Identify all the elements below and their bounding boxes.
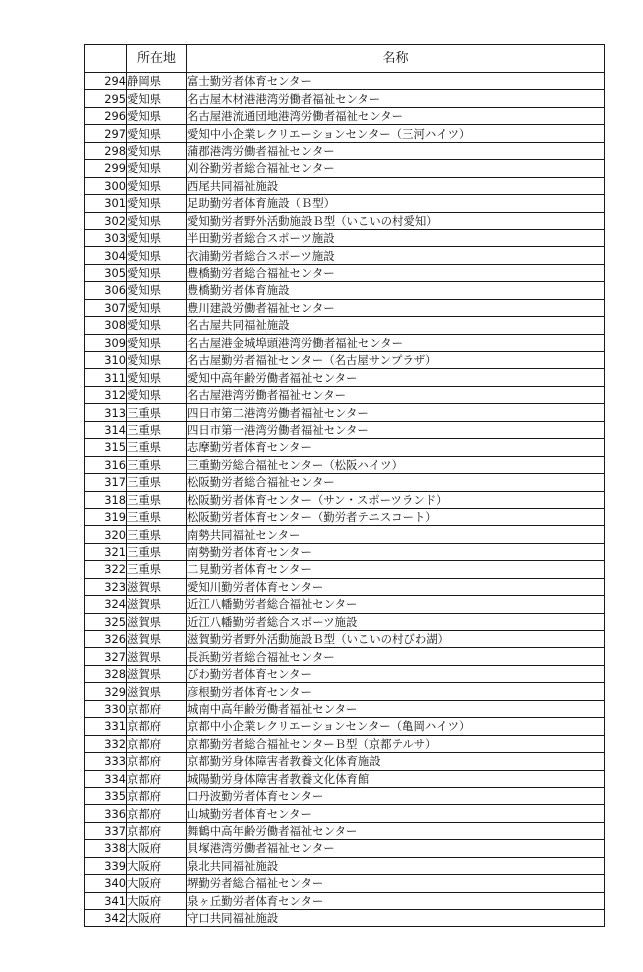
row-number: 295 <box>85 90 127 107</box>
table-row <box>85 508 605 525</box>
row-prefecture: 三重県 <box>127 543 187 560</box>
table-row <box>85 770 605 787</box>
row-prefecture: 愛知県 <box>127 264 187 281</box>
row-number: 314 <box>85 421 127 438</box>
row-facility-name: 堺勤労者総合福祉センター <box>187 875 605 892</box>
row-number: 331 <box>85 718 127 735</box>
row-prefecture: 愛知県 <box>127 125 187 142</box>
row-facility-name: 京都中小企業レクリエーションセンター（亀岡ハイツ） <box>187 718 605 735</box>
table-row <box>85 857 605 874</box>
row-facility-name: 滋賀勤労者野外活動施設Ｂ型（いこいの村びわ湖） <box>187 631 605 648</box>
row-prefecture: 愛知県 <box>127 229 187 246</box>
row-facility-name: びわ勤労者体育センター <box>187 665 605 682</box>
row-number: 329 <box>85 683 127 700</box>
row-facility-name: 四日市第二港湾労働者福祉センター <box>187 404 605 421</box>
row-facility-name: 富士勤労者体育センター <box>187 73 605 90</box>
table-row <box>85 491 605 508</box>
row-number: 328 <box>85 665 127 682</box>
row-facility-name: 四日市第一港湾労働者福祉センター <box>187 421 605 438</box>
table-row <box>85 229 605 246</box>
location-column-header: 所在地 <box>127 45 187 73</box>
row-facility-name: 長浜勤労者総合福祉センター <box>187 648 605 665</box>
row-facility-name: 愛知勤労者野外活動施設Ｂ型（いこいの村愛知） <box>187 212 605 229</box>
row-facility-name: 名古屋港金城埠頭港湾労働者福祉センター <box>187 334 605 351</box>
table-row <box>85 910 605 927</box>
row-prefecture: 静岡県 <box>127 73 187 90</box>
row-prefecture: 愛知県 <box>127 334 187 351</box>
row-facility-name: 志摩勤労者体育センター <box>187 439 605 456</box>
row-facility-name: 衣浦勤労者総合スポーツ施設 <box>187 247 605 264</box>
row-number: 302 <box>85 212 127 229</box>
table-row <box>85 805 605 822</box>
row-prefecture: 京都府 <box>127 805 187 822</box>
facility-table <box>84 44 605 927</box>
row-number: 325 <box>85 613 127 630</box>
row-prefecture: 愛知県 <box>127 212 187 229</box>
row-facility-name: 三重勤労総合福祉センター（松阪ハイツ） <box>187 456 605 473</box>
row-prefecture: 京都府 <box>127 718 187 735</box>
table-row <box>85 561 605 578</box>
row-facility-name: 名古屋港湾労働者福祉センター <box>187 386 605 403</box>
row-prefecture: 三重県 <box>127 526 187 543</box>
table-row <box>85 631 605 648</box>
row-number: 320 <box>85 526 127 543</box>
table-row <box>85 142 605 159</box>
name-column-header: 名称 <box>187 45 605 73</box>
row-number: 318 <box>85 491 127 508</box>
row-facility-name: 名古屋港流通団地港湾労働者福祉センター <box>187 107 605 124</box>
table-row <box>85 892 605 909</box>
row-number: 300 <box>85 177 127 194</box>
row-facility-name: 京都勤労身体障害者教養文化体育施設 <box>187 753 605 770</box>
row-number: 341 <box>85 892 127 909</box>
table-row <box>85 578 605 595</box>
row-facility-name: 二見勤労者体育センター <box>187 561 605 578</box>
table-row <box>85 596 605 613</box>
row-prefecture: 京都府 <box>127 822 187 839</box>
row-number: 332 <box>85 735 127 752</box>
row-number: 323 <box>85 578 127 595</box>
row-prefecture: 三重県 <box>127 474 187 491</box>
row-facility-name: 京都勤労者総合福祉センターＢ型（京都テルサ） <box>187 735 605 752</box>
row-facility-name: 名古屋勤労者福祉センター（名古屋サンプラザ） <box>187 352 605 369</box>
row-facility-name: 近江八幡勤労者総合福祉センター <box>187 596 605 613</box>
table-row <box>85 107 605 124</box>
row-number: 296 <box>85 107 127 124</box>
row-facility-name: 豊川建設労働者福祉センター <box>187 299 605 316</box>
row-number: 327 <box>85 648 127 665</box>
table-row <box>85 700 605 717</box>
row-number: 317 <box>85 474 127 491</box>
table-row <box>85 282 605 299</box>
row-facility-name: 松阪勤労者体育センター（勤労者テニスコート） <box>187 508 605 525</box>
row-number: 305 <box>85 264 127 281</box>
row-number: 330 <box>85 700 127 717</box>
row-number: 336 <box>85 805 127 822</box>
row-facility-name: 松阪勤労者総合福祉センター <box>187 474 605 491</box>
row-number: 335 <box>85 787 127 804</box>
table-row <box>85 421 605 438</box>
row-facility-name: 西尾共同福祉施設 <box>187 177 605 194</box>
row-prefecture: 大阪府 <box>127 892 187 909</box>
table-row <box>85 90 605 107</box>
row-prefecture: 三重県 <box>127 508 187 525</box>
table-row <box>85 404 605 421</box>
table-row <box>85 613 605 630</box>
row-number: 342 <box>85 910 127 927</box>
row-facility-name: 豊橋勤労者総合福祉センター <box>187 264 605 281</box>
row-prefecture: 愛知県 <box>127 386 187 403</box>
row-prefecture: 愛知県 <box>127 282 187 299</box>
number-column-header <box>85 45 127 73</box>
row-number: 312 <box>85 386 127 403</box>
row-number: 340 <box>85 875 127 892</box>
row-number: 303 <box>85 229 127 246</box>
row-prefecture: 京都府 <box>127 787 187 804</box>
row-prefecture: 愛知県 <box>127 177 187 194</box>
table-row <box>85 875 605 892</box>
row-prefecture: 愛知県 <box>127 107 187 124</box>
table-row <box>85 840 605 857</box>
row-facility-name: 愛知中高年齢労働者福祉センター <box>187 369 605 386</box>
header-row <box>85 45 605 73</box>
row-facility-name: 半田勤労者総合スポーツ施設 <box>187 229 605 246</box>
row-facility-name: 名古屋共同福祉施設 <box>187 317 605 334</box>
table-row <box>85 369 605 386</box>
row-number: 321 <box>85 543 127 560</box>
row-facility-name: 泉北共同福祉施設 <box>187 857 605 874</box>
row-number: 308 <box>85 317 127 334</box>
row-number: 319 <box>85 508 127 525</box>
row-facility-name: 刈谷勤労者総合福祉センター <box>187 160 605 177</box>
row-prefecture: 愛知県 <box>127 317 187 334</box>
row-number: 313 <box>85 404 127 421</box>
table-row <box>85 753 605 770</box>
row-prefecture: 愛知県 <box>127 352 187 369</box>
row-prefecture: 京都府 <box>127 700 187 717</box>
row-prefecture: 愛知県 <box>127 247 187 264</box>
row-facility-name: 足助勤労者体育施設（Ｂ型） <box>187 195 605 212</box>
row-prefecture: 大阪府 <box>127 875 187 892</box>
table-row <box>85 386 605 403</box>
row-prefecture: 愛知県 <box>127 299 187 316</box>
table-row <box>85 543 605 560</box>
row-number: 298 <box>85 142 127 159</box>
row-number: 315 <box>85 439 127 456</box>
row-facility-name: 豊橋勤労者体育施設 <box>187 282 605 299</box>
row-prefecture: 滋賀県 <box>127 665 187 682</box>
row-prefecture: 京都府 <box>127 753 187 770</box>
row-number: 334 <box>85 770 127 787</box>
row-facility-name: 近江八幡勤労者総合スポーツ施設 <box>187 613 605 630</box>
row-facility-name: 舞鶴中高年齢労働者福祉センター <box>187 822 605 839</box>
row-number: 326 <box>85 631 127 648</box>
table-row <box>85 718 605 735</box>
row-prefecture: 三重県 <box>127 561 187 578</box>
table-body <box>85 73 605 927</box>
row-number: 310 <box>85 352 127 369</box>
table-row <box>85 299 605 316</box>
row-number: 307 <box>85 299 127 316</box>
table-row <box>85 665 605 682</box>
row-prefecture: 愛知県 <box>127 160 187 177</box>
row-facility-name: 口丹波勤労者体育センター <box>187 787 605 804</box>
table-row <box>85 212 605 229</box>
row-number: 333 <box>85 753 127 770</box>
table-row <box>85 195 605 212</box>
row-prefecture: 大阪府 <box>127 857 187 874</box>
table-row <box>85 683 605 700</box>
table-row <box>85 352 605 369</box>
row-prefecture: 三重県 <box>127 404 187 421</box>
row-facility-name: 守口共同福祉施設 <box>187 910 605 927</box>
table-row <box>85 177 605 194</box>
row-facility-name: 愛知川勤労者体育センター <box>187 578 605 595</box>
row-number: 294 <box>85 73 127 90</box>
row-prefecture: 滋賀県 <box>127 631 187 648</box>
row-number: 306 <box>85 282 127 299</box>
table-row <box>85 317 605 334</box>
table-row <box>85 735 605 752</box>
row-facility-name: 貝塚港湾労働者福祉センター <box>187 840 605 857</box>
row-number: 324 <box>85 596 127 613</box>
row-prefecture: 愛知県 <box>127 195 187 212</box>
row-facility-name: 愛知中小企業レクリエーションセンター（三河ハイツ） <box>187 125 605 142</box>
row-prefecture: 滋賀県 <box>127 648 187 665</box>
row-number: 301 <box>85 195 127 212</box>
row-number: 297 <box>85 125 127 142</box>
row-facility-name: 彦根勤労者体育センター <box>187 683 605 700</box>
row-number: 337 <box>85 822 127 839</box>
row-prefecture: 三重県 <box>127 456 187 473</box>
table-row <box>85 73 605 90</box>
row-prefecture: 愛知県 <box>127 142 187 159</box>
row-facility-name: 松阪勤労者体育センター（サン・スポーツランド） <box>187 491 605 508</box>
row-number: 316 <box>85 456 127 473</box>
row-number: 309 <box>85 334 127 351</box>
row-number: 338 <box>85 840 127 857</box>
table-row <box>85 526 605 543</box>
table-row <box>85 264 605 281</box>
row-prefecture: 三重県 <box>127 439 187 456</box>
table-row <box>85 787 605 804</box>
row-prefecture: 三重県 <box>127 491 187 508</box>
row-number: 322 <box>85 561 127 578</box>
row-facility-name: 山城勤労者体育センター <box>187 805 605 822</box>
row-number: 304 <box>85 247 127 264</box>
table-row <box>85 439 605 456</box>
row-facility-name: 南勢勤労者体育センター <box>187 543 605 560</box>
row-prefecture: 滋賀県 <box>127 596 187 613</box>
row-number: 339 <box>85 857 127 874</box>
row-facility-name: 南勢共同福祉センター <box>187 526 605 543</box>
row-facility-name: 蒲郡港湾労働者福祉センター <box>187 142 605 159</box>
row-number: 311 <box>85 369 127 386</box>
table-row <box>85 160 605 177</box>
row-facility-name: 名古屋木材港港湾労働者福祉センター <box>187 90 605 107</box>
row-facility-name: 泉ヶ丘勤労者体育センター <box>187 892 605 909</box>
row-prefecture: 滋賀県 <box>127 613 187 630</box>
row-prefecture: 大阪府 <box>127 910 187 927</box>
table-row <box>85 125 605 142</box>
table-row <box>85 822 605 839</box>
row-facility-name: 城南中高年齢労働者福祉センター <box>187 700 605 717</box>
table-row <box>85 334 605 351</box>
row-prefecture: 滋賀県 <box>127 578 187 595</box>
row-prefecture: 京都府 <box>127 770 187 787</box>
row-number: 299 <box>85 160 127 177</box>
table-row <box>85 648 605 665</box>
row-prefecture: 大阪府 <box>127 840 187 857</box>
table-row <box>85 456 605 473</box>
row-prefecture: 京都府 <box>127 735 187 752</box>
row-facility-name: 城陽勤労身体障害者教養文化体育館 <box>187 770 605 787</box>
row-prefecture: 三重県 <box>127 421 187 438</box>
row-prefecture: 愛知県 <box>127 369 187 386</box>
table-row <box>85 474 605 491</box>
row-prefecture: 滋賀県 <box>127 683 187 700</box>
table-row <box>85 247 605 264</box>
row-prefecture: 愛知県 <box>127 90 187 107</box>
